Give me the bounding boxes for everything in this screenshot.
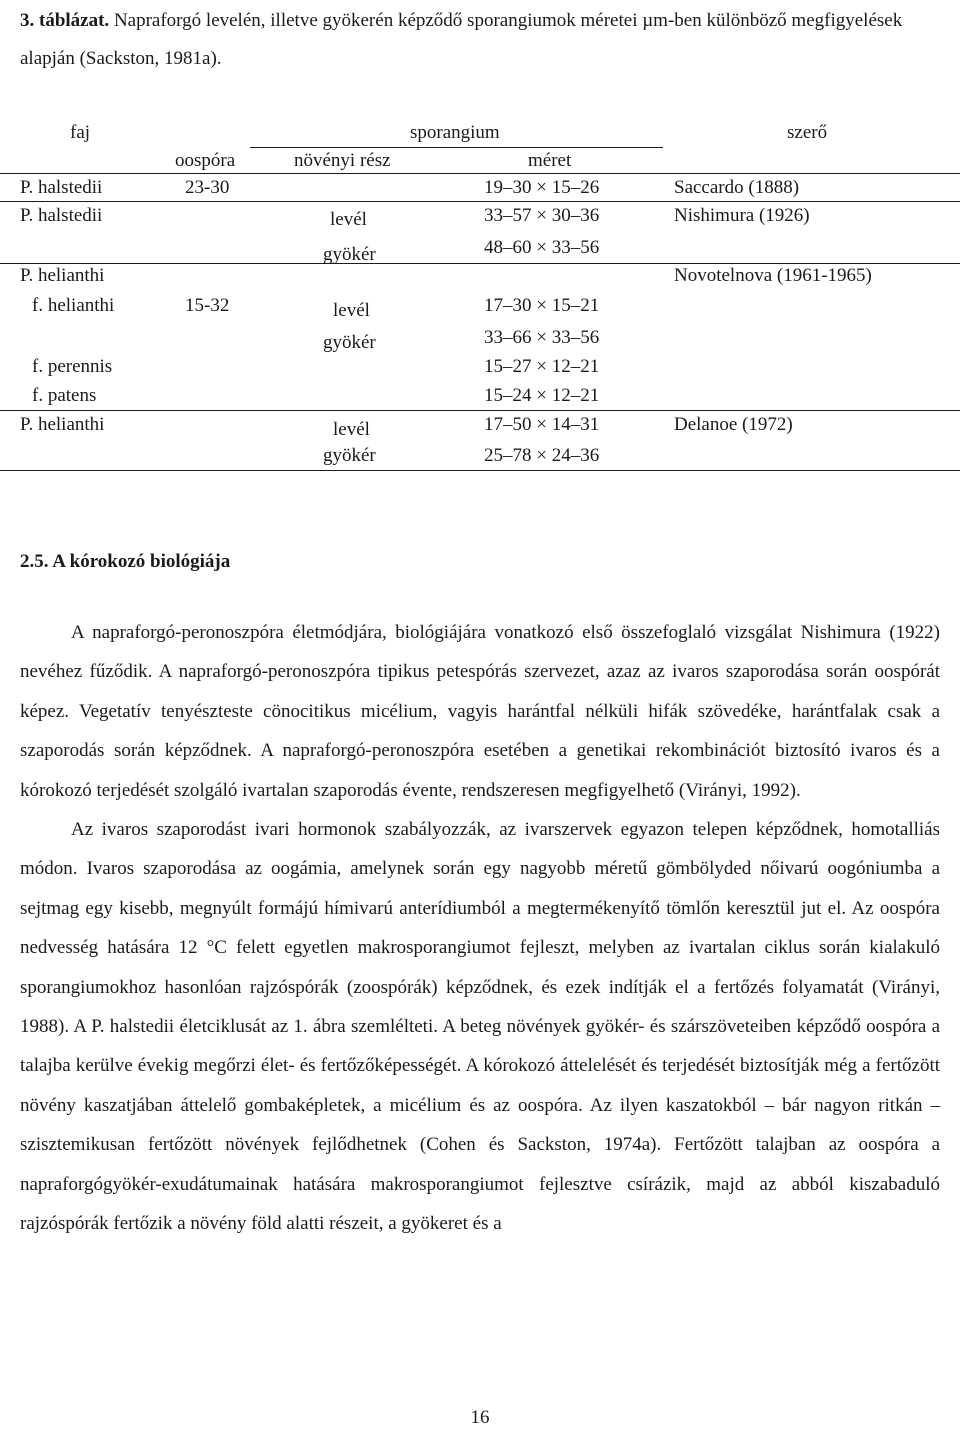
header-oospora: oospóra	[175, 150, 236, 171]
row-rule	[0, 201, 960, 202]
table-cell-faj: P. halstedii	[20, 205, 103, 226]
table-cell-meret: 48–60 × 33–56	[484, 237, 600, 258]
table-cell-szerzo: Novotelnova (1961-1965)	[674, 265, 872, 286]
header-szerzo: szerő	[787, 122, 828, 143]
table-cell-meret: 15–24 × 12–21	[484, 385, 600, 406]
table-bottom-rule	[0, 470, 960, 471]
header-bottom-rule	[0, 173, 960, 174]
table-cell-faj: P. halstedii	[20, 177, 103, 198]
header-sporangium: sporangium	[410, 122, 500, 143]
caption-text: Napraforgó levelén, illetve gyökerén képződő sporangiumok méretei µm-ben különböző megfigyelések alapján (Sackston, 1981a).	[20, 10, 903, 69]
table-cell-resz: levél	[333, 300, 370, 321]
caption-number: 3. táblázat.	[20, 10, 110, 31]
sporangium-header-rule	[250, 147, 663, 148]
header-meret: méret	[528, 150, 572, 171]
table-cell-szerzo: Nishimura (1926)	[674, 205, 810, 226]
table-cell-oospora: 15-32	[185, 295, 230, 316]
table-cell-meret: 19–30 × 15–26	[484, 177, 600, 198]
table-cell-faj: f. perennis	[32, 356, 113, 377]
table-cell-oospora: 23-30	[185, 177, 230, 198]
table-cell-meret: 25–78 × 24–36	[484, 445, 600, 466]
table-cell-meret: 17–30 × 15–21	[484, 295, 600, 316]
table-cell-szerzo: Delanoe (1972)	[674, 414, 793, 435]
table-cell-faj: P. helianthi	[20, 414, 105, 435]
section-title: 2.5. A kórokozó biológiája	[20, 551, 231, 572]
table-cell-faj: f. helianthi	[32, 295, 115, 316]
page-number: 16	[470, 1407, 490, 1428]
table-cell-meret: 17–50 × 14–31	[484, 414, 600, 435]
table-cell-meret: 33–66 × 33–56	[484, 327, 600, 348]
paragraph: A napraforgó-peronoszpóra életmódjára, biológiájára vonatkozó első összefoglaló vizsgálat Nishimura (1922) nevéhez fűződik. A napraforgó-peronoszpóra tipikus petespórás szervezet, azaz az ivaros szaporodása során oospórát képez. Vegetatív tenyészteste cönocitikus micélium, vagyis harántfal nélküli hifák szövedéke, harántfalak csak a szaporodás során képződnek. A napraforgó-peronoszpóra esetében a genetikai rekombinációt biztosító ivaros és a kórokozó terjedését szolgáló ivartalan szaporodás évente, rendszeresen megfigyelhető (Virányi, 1992).	[20, 622, 940, 801]
table-cell-resz: gyökér	[323, 445, 376, 466]
table-cell-faj: f. patens	[32, 385, 97, 406]
table-cell-meret: 15–27 × 12–21	[484, 356, 600, 377]
table-cell-szerzo: Saccardo (1888)	[674, 177, 800, 198]
row-rule	[0, 410, 960, 411]
body-text	[20, 613, 940, 1244]
paragraph: Az ivaros szaporodást ivari hormonok szabályozzák, az ivarszervek egyazon telepen képződnek, homotalliás módon. Ivaros szaporodása az oogámia, amelynek során egy nagyobb méretű gömbölyded nőivarú oogóniumba a sejtmag egy kisebb, megnyúlt formájú hímivarú anterídiumból a megtermékenyítő tömlőn keresztül jut el. Az oospóra nedvesség hatására 12 °C felett egyetlen makrosporangiumot fejleszt, melyben az ivartalan ciklus során kialakuló sporangiumokhoz hasonlóan rajzóspórák (zoospórák) képződnek, és ezek indítják el a fertőzés folyamatát (Virányi, 1988). A P. halstedii életciklusát az 1. ábra szemlélteti. A beteg növények gyökér- és szárszöveteiben képződő oospóra a talajba kerülve évekig megőrzi élet- és fertőzőképességét. A kórokozó áttelelését és terjedését biztosítják még a fertőzött növény kaszatjában áttelelő gombaképletek, a micélium és az oospóra. Az ilyen kaszatokból – bár nagyon ritkán – szisztemikusan fertőzött növények fejlődhetnek (Cohen és Sackston, 1974a). Fertőzött talajban az oospóra a napraforgógyökér-exudátumainak hatására makrosporangiumot fejlesztve csírázik, majd az abból kiszabaduló rajzóspórák fertőzik a növény föld alatti részeit, a gyökeret és a	[20, 819, 940, 1235]
table-cell-resz: gyökér	[323, 244, 376, 265]
table-cell-faj: P. helianthi	[20, 265, 105, 286]
header-novenyi-resz: növényi rész	[294, 150, 391, 171]
table-cell-meret: 33–57 × 30–36	[484, 205, 600, 226]
table-cell-resz: levél	[333, 419, 370, 440]
table-cell-resz: levél	[330, 209, 367, 230]
header-faj: faj	[70, 122, 91, 143]
table-cell-resz: gyökér	[323, 332, 376, 353]
sporangium-size-table	[0, 0, 960, 480]
